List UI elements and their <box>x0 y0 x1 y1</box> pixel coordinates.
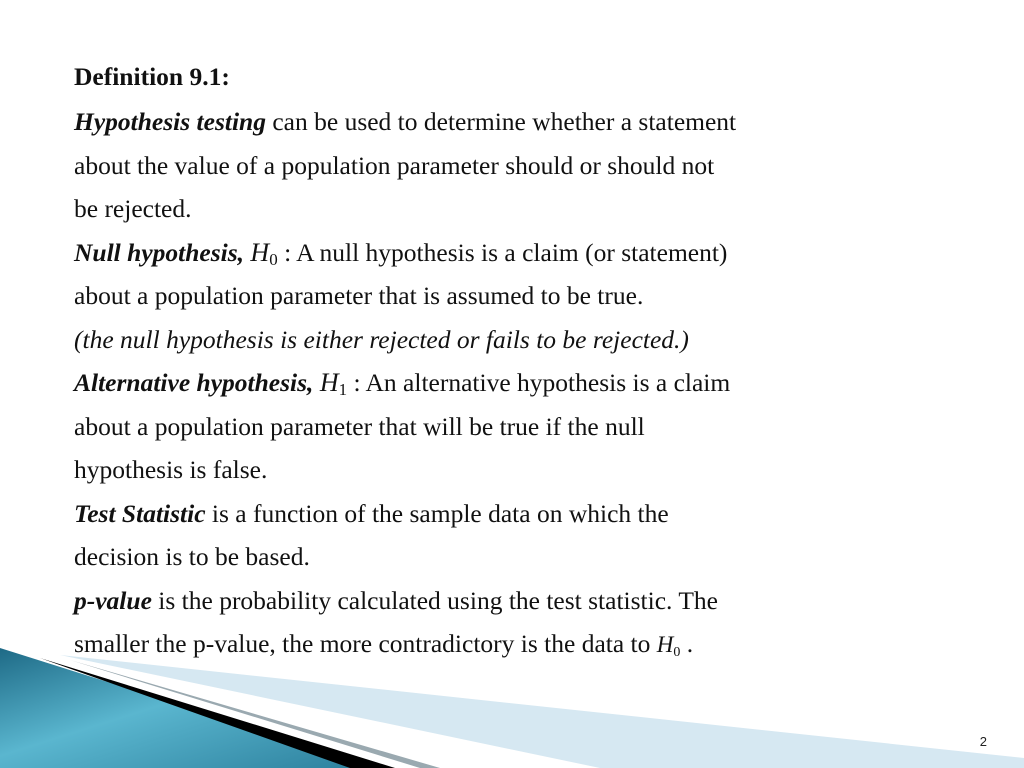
alternative-hypothesis-line-1 <box>74 361 954 405</box>
alternative-hypothesis-text-3: hypothesis is false. <box>74 455 268 484</box>
hypothesis-testing-text-2: about the value of a population parameter should or should not <box>74 150 715 180</box>
p-value-end: . <box>680 629 694 658</box>
definition-title: Definition 9.1: <box>74 62 230 91</box>
p-value-symbol <box>656 632 681 660</box>
null-hypothesis-note: (the null hypothesis is either rejected or fails to be rejected.) <box>74 324 689 354</box>
null-hypothesis-text-2: about a population parameter that is assumed to be true. <box>74 281 644 310</box>
null-hypothesis-line-1 <box>74 231 954 275</box>
null-hypothesis-text-1: : A null hypothesis is a claim (or statement) <box>277 237 728 267</box>
alternative-hypothesis-symbol <box>320 368 347 397</box>
p-value-line-1 <box>74 579 954 623</box>
definition-title-line <box>74 55 954 100</box>
alternative-hypothesis-symbol-subscript: 1 <box>338 380 348 399</box>
test-statistic-term: Test Statistic <box>74 498 206 528</box>
p-value-symbol-letter: H <box>656 632 674 657</box>
null-hypothesis-line-2 <box>74 274 954 318</box>
alternative-hypothesis-text-1: : An alternative hypothesis is a claim <box>347 368 731 397</box>
alternative-hypothesis-text-2: about a population parameter that will be true if the null <box>74 411 645 441</box>
hypothesis-testing-line-1 <box>74 100 954 144</box>
null-hypothesis-note-line <box>74 318 954 362</box>
null-hypothesis-term: Null hypothesis, <box>74 237 245 267</box>
p-value-text-2: smaller the p-value, the more contradictory is the data to <box>74 629 657 658</box>
null-hypothesis-symbol-letter: H <box>250 237 270 267</box>
null-hypothesis-symbol-subscript: 0 <box>269 249 278 269</box>
alternative-hypothesis-line-2 <box>74 405 954 449</box>
alternative-hypothesis-line-3 <box>74 448 954 492</box>
hypothesis-testing-term: Hypothesis testing <box>74 107 266 136</box>
p-value-line-2 <box>74 622 954 666</box>
p-value-term: p-value <box>74 585 152 615</box>
hypothesis-testing-line-3 <box>74 187 954 231</box>
p-value-symbol-subscript: 0 <box>673 645 681 660</box>
slide-body <box>74 55 954 666</box>
p-value-text-1: is the probability calculated using the test statistic. The <box>151 585 718 615</box>
page-number: 2 <box>979 734 987 749</box>
test-statistic-line-1 <box>74 492 954 536</box>
hypothesis-testing-text-1: can be used to determine whether a statement <box>265 107 737 136</box>
null-hypothesis-symbol <box>250 238 277 267</box>
alternative-hypothesis-term: Alternative hypothesis, <box>74 368 314 397</box>
hypothesis-testing-line-2 <box>74 144 954 188</box>
test-statistic-text-2: decision is to be based. <box>74 542 310 571</box>
alternative-hypothesis-symbol-letter: H <box>319 368 339 397</box>
test-statistic-text-1: is a function of the sample data on which the <box>205 498 669 528</box>
hypothesis-testing-text-3: be rejected. <box>74 194 192 223</box>
test-statistic-line-2 <box>74 535 954 579</box>
